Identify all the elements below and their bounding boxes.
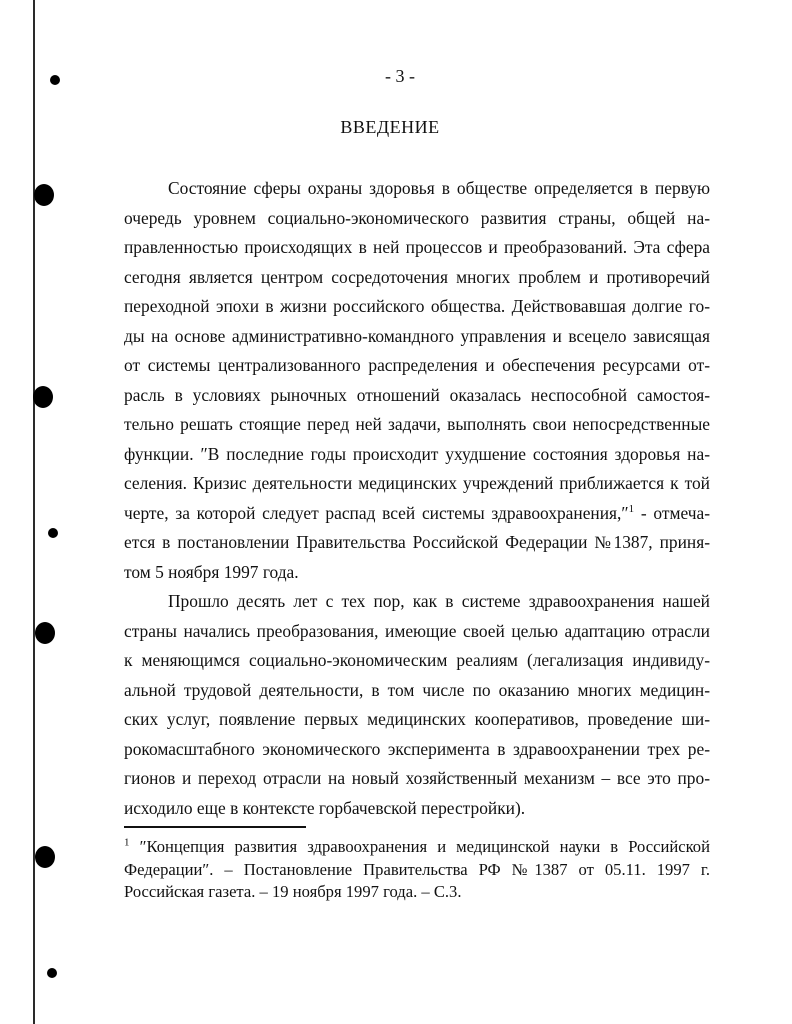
text-line: ских услуг, появление первых медицинских кооперативов, проведение ши- bbox=[124, 709, 710, 729]
footnote-marker: 1 bbox=[124, 836, 130, 849]
binder-hole-mark bbox=[50, 75, 60, 85]
text-line: рокомасштабного экономического эксперимента в здравоохранении трех ре- bbox=[124, 738, 710, 759]
text-line: исходило еще в контексте горбачевской перестройки). bbox=[124, 797, 526, 818]
binder-hole bbox=[33, 386, 53, 408]
main-text bbox=[124, 174, 710, 823]
text-line: от системы централизованного распределения и обеспечения ресурсами от- bbox=[124, 355, 710, 375]
text-line: альной трудовой деятельности, в том числе по оказанию многих медицин- bbox=[124, 679, 710, 700]
paragraph-2 bbox=[124, 587, 710, 823]
text-line: очередь уровнем социально-экономического развития страны, общей на- bbox=[124, 207, 710, 228]
text-segment: черте, за которой следует распад всей системы здравоохранения,″ bbox=[124, 502, 629, 523]
paragraph-1 bbox=[124, 174, 710, 587]
text-line: расль в условиях рыночных отношений оказалась неспособной самостоя- bbox=[124, 384, 710, 405]
text-line: страны начались преобразования, имеющие своей целью адаптацию отрасли bbox=[124, 620, 710, 641]
binder-hole bbox=[35, 622, 55, 644]
text-line: к меняющимся социально-экономическим реалиям (легализация индивиду- bbox=[124, 650, 710, 670]
text-line: гионов и переход отрасли на новый хозяйственный механизм – все это про- bbox=[124, 768, 710, 788]
text-line: правленностью происходящих в ней процессов и преобразований. Эта сфера bbox=[124, 237, 710, 257]
text-line: сегодня является центром сосредоточения многих проблем и противоречий bbox=[124, 266, 710, 287]
binder-hole bbox=[35, 846, 55, 868]
footnote-line: Российская газета. – 19 ноября 1997 года. – С.3. bbox=[124, 882, 462, 901]
text-line: Состояние сферы охраны здоровья в обществе определяется в первую bbox=[168, 178, 710, 198]
text-line: переходной эпохи в жизни российского общества. Действовавшая долгие го- bbox=[124, 296, 710, 316]
text-line: ды на основе административно-командного управления и всецело зависящая bbox=[124, 325, 710, 346]
text-segment: - отмеча- bbox=[634, 502, 710, 523]
footnote-line: Федерации″. – Постановление Правительства РФ №1387 от 05.11. 1997 г. bbox=[124, 859, 710, 879]
binder-hole bbox=[34, 184, 54, 206]
text-line: селения. Кризис деятельности медицинских учреждений приближается к той bbox=[124, 473, 710, 493]
page-title: ВВЕДЕНИЕ bbox=[340, 117, 440, 137]
text-line: Прошло десять лет с тех пор, как в системе здравоохранения нашей bbox=[168, 591, 710, 611]
text-line: функции. ″В последние годы происходит ухудшение состояния здоровья на- bbox=[124, 443, 710, 464]
binder-hole-mark bbox=[48, 528, 58, 538]
text-line: тельно решать стоящие перед ней задачи, выполнять свои непосредственные bbox=[124, 414, 710, 434]
text-line-with-footnote-ref bbox=[124, 499, 710, 529]
footnote bbox=[124, 836, 710, 904]
footnote-line bbox=[124, 836, 710, 859]
footnote-reference[interactable]: 1 bbox=[628, 502, 635, 515]
footnote-divider bbox=[124, 826, 306, 828]
binder-hole-mark bbox=[47, 968, 57, 978]
page-number: - 3 - bbox=[385, 66, 415, 86]
text-line: ется в постановлении Правительства Российской Федерации №1387, приня- bbox=[124, 532, 710, 552]
text-segment: ″Концепция развития здравоохранения и медицинской науки в Российской bbox=[129, 837, 710, 856]
text-line: том 5 ноября 1997 года. bbox=[124, 561, 299, 582]
scan-margin-line bbox=[33, 0, 35, 1024]
